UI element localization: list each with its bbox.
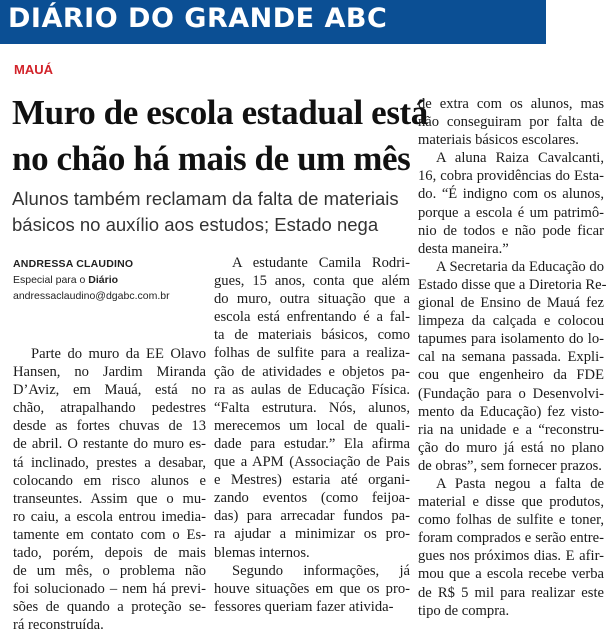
- body-text-line: desde as fortes chuvas de 13: [13, 418, 206, 435]
- body-text-line: tado, porém, depois de mais: [13, 545, 206, 562]
- body-text-line: blemas internos.: [214, 544, 310, 561]
- body-text-line: folhas de sulfite para a realiza-: [214, 345, 410, 362]
- body-text-line: ção do muro já está no plano: [418, 439, 604, 456]
- body-text-line: porque a escola é um patrimô-: [418, 204, 604, 221]
- body-text-line: “Falta estrutura. Nós, alunos,: [214, 399, 410, 416]
- byline: [13, 258, 170, 302]
- body-text-line: (Fundação para o Desenvolvi-: [418, 385, 604, 402]
- body-text-line: gues nos próximos dias. E afir-: [418, 548, 604, 565]
- body-text-line: ra as aulas de Educação Física.: [214, 381, 410, 398]
- body-text-line: como folhas de sulfite e toner,: [418, 512, 604, 529]
- credit-paper: Diário: [88, 274, 119, 286]
- body-text-line: chão, atrapalhando pedestres: [13, 400, 206, 417]
- body-text-line: Estado disse que a Diretoria Re-: [418, 276, 607, 293]
- body-text-line: sões de quando a proteção se-: [13, 599, 206, 616]
- body-text-line: de obras”, sem fornecer prazos.: [418, 457, 602, 474]
- body-text-line: A aluna Raiza Cavalcanti,: [436, 150, 604, 167]
- body-text-line: mento da Educação) fez visto-: [418, 403, 604, 420]
- body-text-line: ria na unidade e a “reconstru-: [418, 421, 604, 438]
- body-text-line: Parte do muro da EE Olavo: [31, 346, 206, 362]
- article-column-2: [214, 254, 410, 616]
- body-text-line: não conseguiram por falta de: [418, 114, 604, 131]
- body-text-line: das) para arrecadar fundos pa-: [214, 508, 410, 525]
- masthead-title: DIÁRIO DO GRANDE ABC: [8, 3, 388, 34]
- body-text-line: cal na semana passada. Expli-: [418, 349, 604, 366]
- subtitle-line: básicos no auxílio aos estudos; Estado nega: [12, 214, 379, 235]
- body-text-line: e Mestres) estaria até organi-: [214, 472, 410, 489]
- body-text-line: nio de todos e não pode ficar: [418, 222, 604, 239]
- body-text-line: ção de atividades e objetos pa-: [214, 363, 410, 380]
- body-text-line: transeuntes. Assim que o mu-: [13, 490, 206, 507]
- body-text-line: A estudante Camila Rodri-: [232, 255, 410, 271]
- article-column-1: [13, 345, 206, 635]
- author-credit: [13, 274, 170, 286]
- body-text-line: desta maneira.”: [418, 240, 509, 257]
- body-text-line: houve situações em que os pro-: [214, 580, 410, 597]
- body-text-line: limpeza da calçada e colocou: [418, 313, 604, 330]
- body-text-line: material e disse que produtos,: [418, 494, 604, 511]
- body-text-line: fessores queriam fazer ativida-: [214, 598, 394, 615]
- body-text-line: ra ajudar a minimizar os pro-: [214, 526, 410, 543]
- body-text-line: A Pasta negou a falta de: [436, 475, 604, 492]
- body-text-line: do. “É indigno com os alunos,: [418, 186, 604, 203]
- subtitle-line: Alunos também reclamam da falta de materiais: [12, 188, 399, 209]
- body-text-line: cou que engenheiro da FDE: [418, 367, 604, 384]
- section-label: MAUÁ: [14, 62, 53, 77]
- body-text-line: de extra com os alunos, mas: [418, 96, 604, 112]
- body-text-line: mou que a escola recebe verba: [418, 566, 604, 583]
- body-text-line: de um mês, o problema não: [13, 563, 206, 580]
- body-text-line: tapumes para isolamento do lo-: [418, 331, 604, 348]
- subtitle: [12, 186, 417, 238]
- body-text-line: que a APM (Associação de Pais: [214, 454, 410, 471]
- body-text-line: foram comprados e serão entre-: [418, 530, 604, 547]
- body-text-line: do muro, outra situação que a: [214, 291, 410, 308]
- author-name: ANDRESSA CLAUDINO: [13, 258, 134, 270]
- body-text-line: de abril. O restante do muro es-: [13, 436, 206, 453]
- body-text-line: D’Aviz, em Mauá, está no: [13, 382, 206, 399]
- body-text-line: foi solucionado – nem há previ-: [13, 581, 206, 598]
- body-text-line: materiais básicos escolares.: [418, 132, 579, 149]
- credit-prefix: Especial para o: [13, 274, 89, 286]
- body-text-line: ro caiu, a escola entrou imedia-: [13, 508, 206, 525]
- article-column-3: [418, 95, 607, 620]
- body-text-line: de R$ 5 mil para realizar este: [418, 584, 604, 601]
- body-text-line: zando eventos (como feijoa-: [214, 490, 410, 507]
- body-text-line: gional de Ensino de Mauá fez: [418, 295, 604, 312]
- headline: [12, 90, 428, 182]
- author-email: andressaclaudino@dgabc.com.br: [13, 290, 170, 302]
- body-text-line: dade para estudar.” Ela afirma: [214, 435, 410, 452]
- body-text-line: tipo de compra.: [418, 602, 510, 619]
- body-text-line: Segundo informações, já: [232, 562, 410, 579]
- body-text-line: ta de materiais básicos, como: [214, 327, 410, 344]
- body-text-line: A Secretaria da Educação do: [436, 258, 604, 275]
- body-text-line: Hansen, no Jardim Miranda: [13, 364, 206, 381]
- body-text-line: colocando em risco alunos e: [13, 472, 206, 489]
- body-text-line: tá inclinado, prestes a desabar,: [13, 454, 206, 471]
- headline-line: Muro de escola estadual está: [12, 93, 428, 132]
- headline-line: no chão há mais de um mês: [12, 139, 411, 178]
- body-text-line: escola está enfrentando é a fal-: [214, 309, 410, 326]
- body-text-line: gues, 15 anos, conta que além: [214, 273, 410, 290]
- body-text-line: 16, cobra providências do Esta-: [418, 168, 604, 185]
- body-text-line: rá reconstruída.: [13, 617, 104, 634]
- body-text-line: merecemos um local de quali-: [214, 417, 410, 434]
- body-text-line: tamente em contato com o Es-: [13, 526, 206, 543]
- masthead: [0, 0, 546, 44]
